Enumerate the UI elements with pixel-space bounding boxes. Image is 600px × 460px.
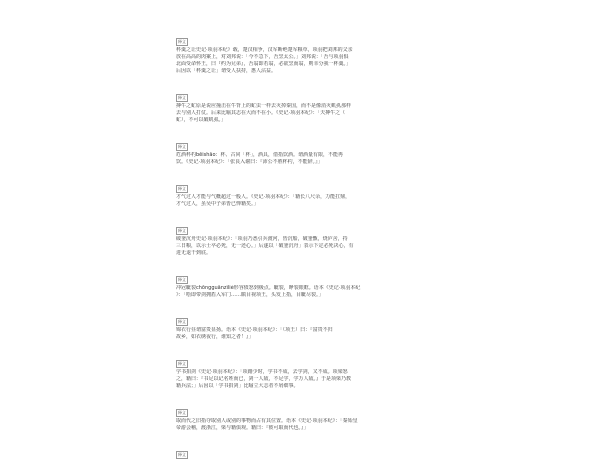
- entry-text-line: 》：「哙即带剑拥盾入军门……瞋目视项王，头发上指，目眦尽裂。」: [176, 292, 324, 298]
- entry-text-line: 故乡，如衣绣夜行，谁知之者！』」: [176, 334, 254, 340]
- entry-text-line: 杯羹之让史记·项羽本纪》载，楚汉相争，汉军断绝楚军粮草，项羽把刘邦的父亲: [176, 47, 353, 53]
- entry-text-line: 搏牛之虻原是说应撞击在牛背上的虻虫一样去灭掉秦国，而不是像消灭虮虱那样: [176, 103, 352, 109]
- entry-tag: 释义: [178, 277, 186, 282]
- entry-text-line: 才气过人才能与气概超过一般人。《史记·项羽本纪》：「籍长八尺余，力能扛鼎，: [176, 194, 351, 200]
- entry-text-line: 卮酒杯杓bēishāo：杯、古同「杯」，酒具，借指饮酒。谓酒量有限，不能再: [176, 152, 344, 158]
- entry-tag: 释义: [178, 410, 186, 415]
- entry-text-line: 锦衣行昼谓富贵显扬。语本《史记·项羽本纪》：「（项王）曰：『富贵不归: [176, 327, 333, 333]
- entry-block: [176, 350, 420, 390]
- entry-block: [176, 217, 420, 257]
- entry-block: [176, 175, 420, 208]
- entry-text-line: 之，籍曰：『书足以记名姓而已，剑一人敌，不足学，学万人敌。』于是项梁乃教: [176, 376, 352, 382]
- entry-text-line: 破釜沉舟史记·项羽本纪》：「项羽乃悉引兵渡河，皆沉船，破釜甑，烧庐舍，持: [176, 236, 348, 242]
- entry-block: [176, 441, 420, 460]
- entry-text-line: 三日粮，以示士卒必死，无一还心。」后遂以「破釜沉舟」表示下定必死决心，有: [176, 243, 354, 249]
- entry-text-line: 冲冠眦裂chōngguānzìliè形容愤怒到极点。眦裂，睁裂眼眶。语本《史记·项羽本纪: [176, 285, 361, 291]
- entry-tag: 释义: [178, 319, 186, 324]
- entry-tag: 释义: [178, 228, 186, 233]
- entry-text-line: 籍兵法；」后因以「学书捐剑」比喻立大志者不屑细事。: [176, 383, 299, 389]
- entry-text-line: 进无退干到底。: [176, 250, 212, 256]
- entry-block: [176, 133, 420, 166]
- entry-text-line: 取而代之旧指夺取别人或别的事物而占有其位置。语本《史记·项羽本纪》：「秦始皇: [176, 418, 358, 424]
- entry-text-line: 去与别人打仗。后来比喻其志在大而不在小。《史记·项羽本纪》：「夫搏牛之（: [176, 110, 346, 116]
- entry-tag: 释义: [178, 95, 186, 100]
- entry-block: [176, 28, 420, 75]
- entry-tag: 释义: [178, 144, 186, 149]
- entry-block: [176, 308, 420, 341]
- entry-list: [176, 28, 420, 460]
- entry-text-line: 后因以「杯羹之让」谓受人扶持，惠人沾益。: [176, 68, 277, 74]
- entry-tag: 释义: [178, 452, 186, 457]
- entry-text-line: 放在高高的肉案上，对刘邦说：「今不急下，吾烹太公。」刘邦说：「吾与项羽俱: [176, 54, 349, 60]
- entry-text-line: 饮。《史记·项羽本纪》：「张良入谢曰：『沛公不胜杯杓，不能辞。』」: [176, 159, 323, 165]
- entry-block: [176, 399, 420, 432]
- entry-tag: 释义: [178, 39, 186, 44]
- entry-block: [176, 266, 420, 299]
- entry-text-line: 才气过人，虽吴中子弟皆已惮籍矣。」: [176, 201, 259, 207]
- entry-tag: 释义: [178, 361, 186, 366]
- entry-block: [176, 84, 420, 124]
- entry-text-line: 北面受命怀王，曰『约为兄弟』，吾翁即若翁，必欲烹而翁，则幸分我一杯羹。」: [176, 61, 352, 67]
- entry-text-line: 虻），不可以破虮虱。」: [176, 117, 227, 123]
- entry-text-line: 帝游会稽，渡浙江，梁与籍俱观。籍曰：『彼可取而代也。』」: [176, 425, 309, 431]
- entry-text-line: 学书捐剑《史记·项羽本纪》：「项籍少时，学书不成，去学剑，又不成。项梁怒: [176, 369, 348, 375]
- entry-tag: 释义: [178, 186, 186, 191]
